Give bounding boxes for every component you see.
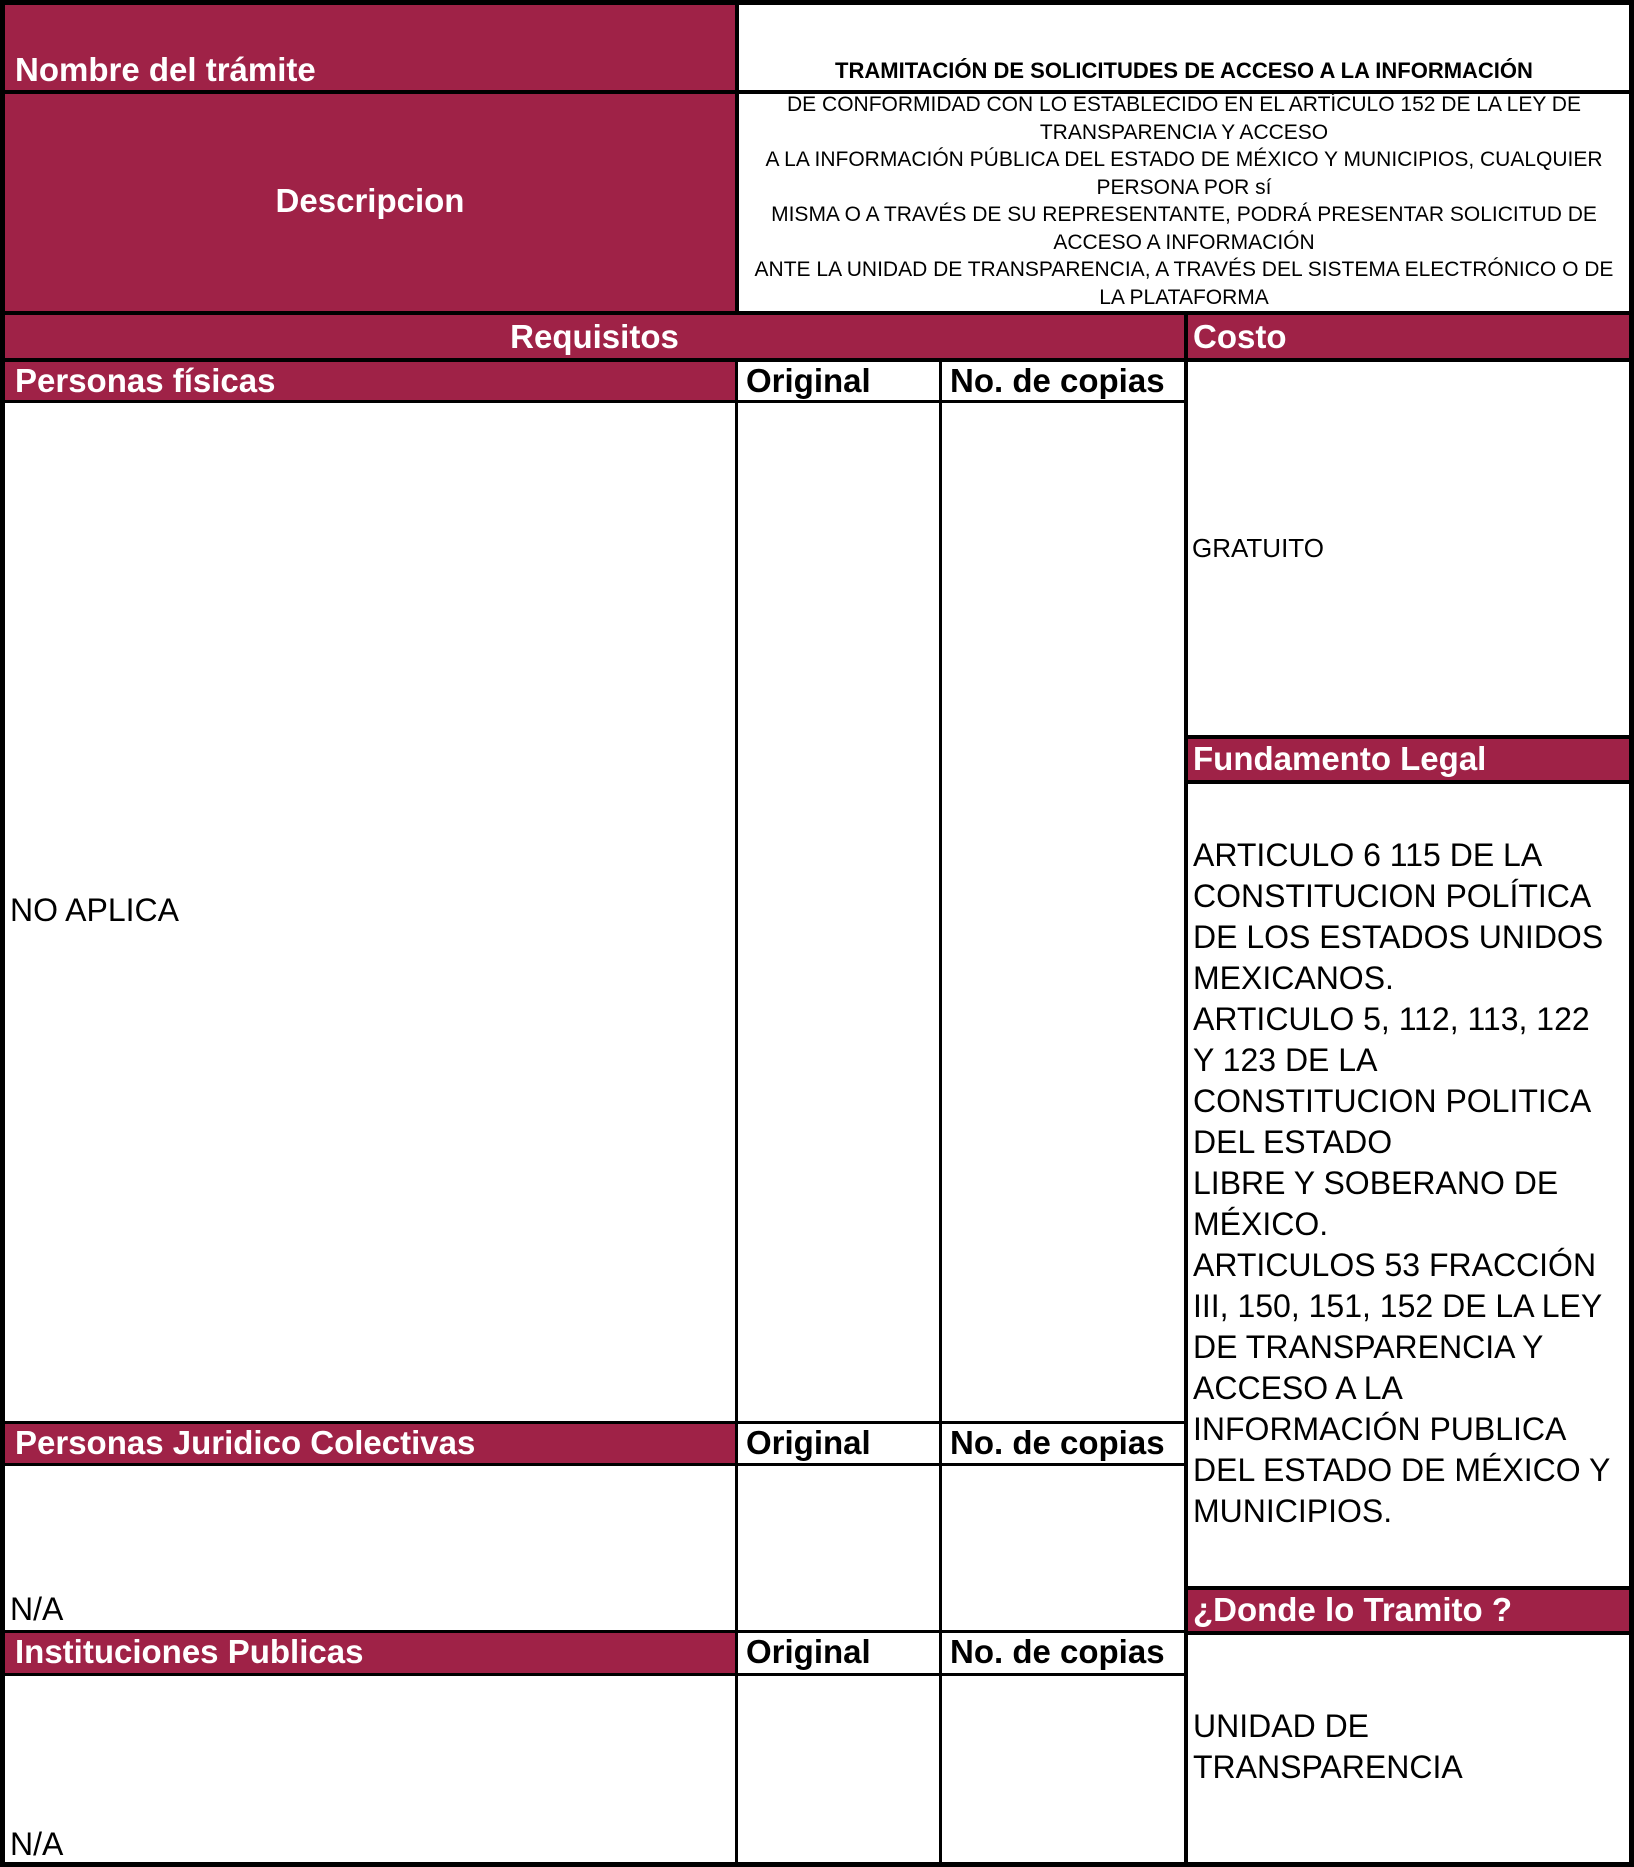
fundamento-line: DEL ESTADO DE MÉXICO Y [1193, 1452, 1611, 1488]
publicas-label: Instituciones Publicas [15, 1633, 364, 1670]
fundamento-line: LIBRE Y SOBERANO DE [1193, 1165, 1559, 1201]
descripcion-line: PERSONA POR sí [1096, 175, 1272, 199]
juridicas-original-header: Original [746, 1424, 871, 1461]
divider [0, 1673, 1188, 1676]
divider [1184, 358, 1634, 362]
fundamento-line: MEXICANOS. [1193, 960, 1394, 996]
fundamento-line: ARTICULO 6 115 DE LA [1193, 837, 1543, 873]
fisicas-original-header: Original [746, 362, 871, 399]
descripcion-text [739, 91, 1629, 311]
nombre-label: Nombre del trámite [15, 51, 316, 88]
fundamento-line: MÉXICO. [1193, 1206, 1329, 1242]
fundamento-line: Y 123 DE LA [1193, 1042, 1378, 1078]
publicas-original-header: Original [746, 1633, 871, 1670]
divider [0, 1463, 1188, 1466]
descripcion-line: ACCESO A INFORMACIÓN [1053, 230, 1315, 254]
fundamento-line: DEL ESTADO [1193, 1124, 1393, 1160]
fundamento-line: CONSTITUCION POLÍTICA [1193, 878, 1592, 914]
publicas-value: N/A [10, 1826, 64, 1862]
fundamento-line: DE LOS ESTADOS UNIDOS [1193, 919, 1604, 955]
fisicas-label: Personas físicas [15, 362, 276, 399]
requisitos-title: Requisitos [510, 318, 679, 355]
nombre-value: TRAMITACIÓN DE SOLICITUDES DE ACCESO A LA INFORMACIÓN [835, 58, 1533, 83]
publicas-copias-header: No. de copias [950, 1633, 1165, 1670]
fundamento-line: INFORMACIÓN PUBLICA [1193, 1411, 1567, 1447]
descripcion-label: Descripcion [275, 182, 465, 219]
fisicas-copias-header: No. de copias [950, 362, 1165, 399]
fundamento-text [1193, 835, 1629, 1532]
descripcion-line: A LA INFORMACIÓN PÚBLICA DEL ESTADO DE MÉXICO Y MUNICIPIOS, CUALQUIER [765, 148, 1603, 171]
divider [0, 311, 1634, 315]
juridicas-copias-header: No. de copias [950, 1424, 1165, 1461]
fisicas-value: NO APLICA [10, 892, 179, 928]
donde-text [1193, 1706, 1629, 1788]
descripcion-line: LA PLATAFORMA [1099, 285, 1269, 309]
donde-line: UNIDAD DE [1193, 1708, 1370, 1744]
fundamento-line: ARTICULO 5, 112, 113, 122 [1193, 1001, 1590, 1037]
border-left [0, 0, 5, 1867]
donde-line: TRANSPARENCIA [1193, 1749, 1463, 1785]
fundamento-line: ARTICULOS 53 FRACCIÓN [1193, 1247, 1597, 1283]
descripcion-line: ANTE LA UNIDAD DE TRANSPARENCIA, A TRAVÉS DEL SISTEMA ELECTRÓNICO O DE [754, 258, 1614, 281]
border-top [0, 0, 1634, 5]
descripcion-line: DE CONFORMIDAD CON LO ESTABLECIDO EN EL ARTÍCULO 152 DE LA LEY DE [787, 93, 1581, 116]
fundamento-line: DE TRANSPARENCIA Y [1193, 1329, 1544, 1365]
fundamento-line: CONSTITUCION POLITICA [1193, 1083, 1592, 1119]
donde-label: ¿Donde lo Tramito ? [1193, 1591, 1512, 1628]
costo-label: Costo [1193, 318, 1287, 355]
juridicas-value: N/A [10, 1591, 64, 1627]
costo-value: GRATUITO [1192, 533, 1324, 563]
fundamento-line: ACCESO A LA [1193, 1370, 1403, 1406]
border-bottom [0, 1862, 1634, 1867]
descripcion-line: TRANSPARENCIA Y ACCESO [1039, 120, 1329, 144]
divider [1184, 780, 1634, 784]
juridicas-label: Personas Juridico Colectivas [15, 1424, 476, 1461]
descripcion-line: MISMA O A TRAVÉS DE SU REPRESENTANTE, PODRÁ PRESENTAR SOLICITUD DE [771, 203, 1597, 226]
fundamento-line: MUNICIPIOS. [1193, 1493, 1393, 1529]
fundamento-label: Fundamento Legal [1193, 740, 1487, 777]
fundamento-line: III, 150, 151, 152 DE LA LEY [1193, 1288, 1603, 1324]
divider [1184, 1631, 1634, 1635]
